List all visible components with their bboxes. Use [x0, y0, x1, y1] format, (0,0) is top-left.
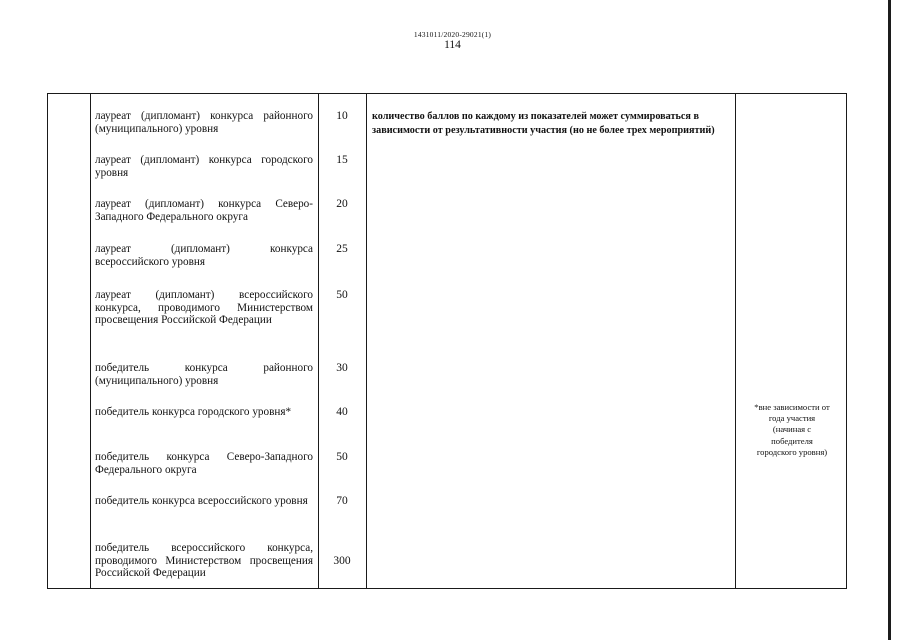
column-divider — [90, 93, 91, 589]
points-value: 20 — [336, 198, 348, 210]
page-edge-line — [888, 0, 891, 640]
side-note-line: (начиная с — [772, 424, 812, 435]
points-value: 25 — [336, 243, 348, 255]
column-divider — [366, 93, 367, 589]
criterion-text: лауреат (дипломант) конкурса районного (муниципального) уровня — [95, 110, 313, 135]
points-value: 50 — [336, 451, 348, 463]
points-value: 50 — [336, 289, 348, 301]
side-note — [737, 402, 847, 458]
document-id: 1431011/2020-29021(1) — [413, 30, 492, 39]
side-note-line: городского уровня) — [756, 446, 828, 457]
page-number: 114 — [444, 39, 461, 51]
criterion-text: лауреат (дипломант) конкурса Северо-Западного Федерального округа — [95, 198, 313, 223]
side-note-line: *вне зависимости от — [754, 402, 830, 412]
criterion-text: лауреат (дипломант) всероссийского конкурса, проводимого Министерством просвещения Российской Федерации — [95, 289, 313, 327]
points-value: 40 — [336, 406, 348, 418]
points-value: 30 — [336, 362, 348, 374]
column-divider — [318, 93, 319, 589]
summation-note: количество баллов по каждому из показателей может суммироваться в зависимости от результативности участия (но не более трех мероприятий) — [372, 111, 715, 136]
points-value: 15 — [336, 154, 348, 166]
criterion-text: победитель всероссийского конкурса, проводимого Министерством просвещения Российской Федерации — [95, 542, 313, 580]
points-value: 70 — [336, 495, 348, 507]
criterion-text: лауреат (дипломант) конкурса городского уровня — [95, 154, 313, 179]
points-value: 10 — [336, 110, 348, 122]
criterion-text: победитель конкурса районного (муниципального) уровня — [95, 362, 313, 387]
column-divider — [735, 93, 736, 589]
criterion-text: победитель конкурса всероссийского уровня — [95, 495, 308, 507]
criterion-text: победитель конкурса Северо-Западного Федерального округа — [95, 451, 313, 476]
criterion-text: лауреат (дипломант) конкурса всероссийского уровня — [95, 243, 313, 268]
points-value: 300 — [333, 555, 351, 567]
side-note-line: года участия — [768, 413, 816, 424]
criterion-text: победитель конкурса городского уровня* — [95, 406, 292, 418]
side-note-line: победителя — [771, 435, 813, 446]
